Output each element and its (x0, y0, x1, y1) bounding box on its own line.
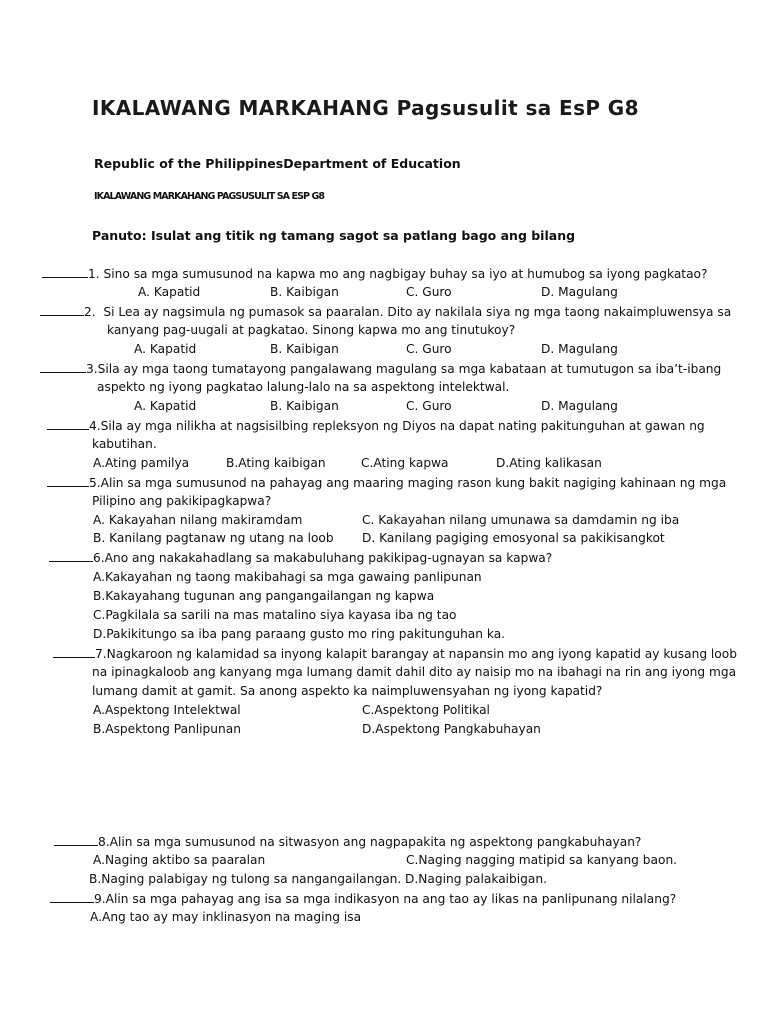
instruction: Panuto: Isulat ang titik ng tamang sagot sa patlang bago ang bilang (92, 228, 576, 243)
question-text: Sino sa mga sumusunod na kapwa mo ang nagbigay buhay sa iyo at humubog sa iyong pagkatao? (103, 267, 708, 281)
option-a: A. Kakayahan nilang makiramdam (93, 513, 303, 527)
option-d: D.Pakikitungo sa iba pang paraang gusto mo ring pakitunguhan ka. (93, 627, 506, 641)
header-line: Republic of the PhilippinesDepartment of Education (94, 156, 461, 171)
question-4-continued: kabutihan. (92, 437, 157, 451)
question-text: Ano ang nakakahadlang sa makabuluhang pakikipag-ugnayan sa kapwa? (104, 551, 553, 565)
option-c: C. Guro (406, 399, 452, 413)
question-text: Sila ay mga taong tumatayong pangalawang magulang sa mga kabataan at tumutugon sa iba’t-ibang (97, 362, 722, 376)
question-number: 3. (86, 362, 98, 376)
question-7-continued: lumang damit at gamit. Sa anong aspekto ka naimpluwensyahan ng iyong kapatid? (92, 684, 603, 698)
question-9 (50, 891, 676, 906)
question-text: Nagkaroon ng kalamidad sa inyong kalapit barangay at napansin mo ang iyong kapatid ay kusang loob (106, 647, 737, 661)
question-text: Sila ay mga nilikha at nagsisilbing repleksyon ng Diyos na dapat nating pakitunguhan at gawan ng (100, 419, 705, 433)
option-b: B. Kaibigan (270, 399, 339, 413)
option-a: A. Kapatid (138, 285, 201, 299)
option-c: C.Naging nagging matipid sa kanyang baon. (406, 853, 678, 867)
option-c: C.Ating kapwa (361, 456, 449, 470)
option-b: B. Kanilang pagtanaw ng utang na loob (93, 531, 334, 545)
question-8 (54, 834, 641, 849)
answer-blank[interactable] (53, 646, 95, 658)
option-a: A.Aspektong Intelektwal (93, 703, 241, 717)
option-d: D. Kanilang pagiging emosyonal sa pakikisangkot (362, 531, 665, 545)
option-b: B.Aspektong Panlipunan (93, 722, 241, 736)
question-text: Alin sa mga sumusunod na pahayag ang maaring maging rason kung bakit nagiging kahinaan ng mga (100, 476, 727, 490)
question-5 (47, 475, 726, 490)
question-number: 2. (84, 305, 96, 319)
option-a: A.Naging aktibo sa paaralan (93, 853, 266, 867)
exam-subtitle: IKALAWANG MARKAHANG PAGSUSULIT SA ESP G8 (94, 191, 325, 202)
option-b: B.Ating kaibigan (226, 456, 326, 470)
option-b: B. Kaibigan (270, 342, 339, 356)
question-2 (40, 304, 731, 319)
question-number: 8. (98, 835, 110, 849)
option-a: A.Kakayahan ng taong makibahagi sa mga gawaing panlipunan (93, 570, 482, 584)
option-c: C. Kakayahan nilang umunawa sa damdamin ng iba (362, 513, 680, 527)
option-c: C. Guro (406, 342, 452, 356)
option-d: D.Ating kalikasan (496, 456, 602, 470)
question-number: 6. (93, 551, 105, 565)
option-a: A.Ang tao ay may inklinasyon na maging isa (90, 910, 362, 924)
question-7-continued: na ipinagkaloob ang kanyang mga lumang damit dahil dito ay naisip mo na ibahagi na rin ang iyong mga (92, 665, 737, 679)
answer-blank[interactable] (42, 266, 88, 278)
answer-blank[interactable] (47, 418, 89, 430)
option-d: D. Magulang (541, 285, 618, 299)
answer-blank[interactable] (40, 361, 86, 373)
option-d: D.Naging palakaibigan. (405, 872, 547, 886)
question-number: 5. (89, 476, 101, 490)
option-b: B. Kaibigan (270, 285, 339, 299)
question-4 (47, 418, 705, 433)
question-number: 9. (94, 892, 106, 906)
question-2-continued: kanyang pag-uugali at pagkatao. Sinong kapwa mo ang tinutukoy? (107, 323, 516, 337)
option-c: C.Pagkilala sa sarili na mas matalino siya kayasa iba ng tao (93, 608, 457, 622)
option-a: A. Kapatid (134, 342, 197, 356)
answer-blank[interactable] (54, 834, 98, 846)
answer-blank[interactable] (50, 891, 94, 903)
question-number: 1. (88, 267, 100, 281)
option-d: D.Aspektong Pangkabuhayan (362, 722, 541, 736)
page-title: IKALAWANG MARKAHANG Pagsusulit sa EsP G8 (92, 96, 639, 120)
question-6 (49, 550, 552, 565)
question-3-continued: aspekto ng iyong pagkatao lalung-lalo na sa aspektong intelektwal. (97, 380, 510, 394)
option-c: C.Aspektong Politikal (362, 703, 490, 717)
question-text: Si Lea ay nagsimula ng pumasok sa paaralan. Dito ay nakilala siya ng mga taong nakaimpluwensya sa (103, 305, 732, 319)
question-text: Alin sa mga pahayag ang isa sa mga indikasyon na ang tao ay likas na panlipunang nilalang? (105, 892, 677, 906)
option-d: D. Magulang (541, 342, 618, 356)
option-b: B.Kakayahang tugunan ang pangangailangan ng kapwa (93, 589, 435, 603)
question-3 (40, 361, 721, 376)
option-a: A. Kapatid (134, 399, 197, 413)
question-number: 7. (95, 647, 107, 661)
question-text: Alin sa mga sumusunod na sitwasyon ang nagpapakita ng aspektong pangkabuhayan? (109, 835, 642, 849)
answer-blank[interactable] (49, 550, 93, 562)
question-7 (53, 646, 737, 661)
answer-blank[interactable] (40, 304, 84, 316)
option-c: C. Guro (406, 285, 452, 299)
question-1 (42, 266, 707, 281)
question-number: 4. (89, 419, 101, 433)
answer-blank[interactable] (47, 475, 89, 487)
question-5-continued: Pilipino ang pakikipagkapwa? (92, 494, 272, 508)
option-d: D. Magulang (541, 399, 618, 413)
option-b: B.Naging palabigay ng tulong sa nangangailangan. (89, 872, 402, 886)
option-a: A.Ating pamilya (93, 456, 190, 470)
